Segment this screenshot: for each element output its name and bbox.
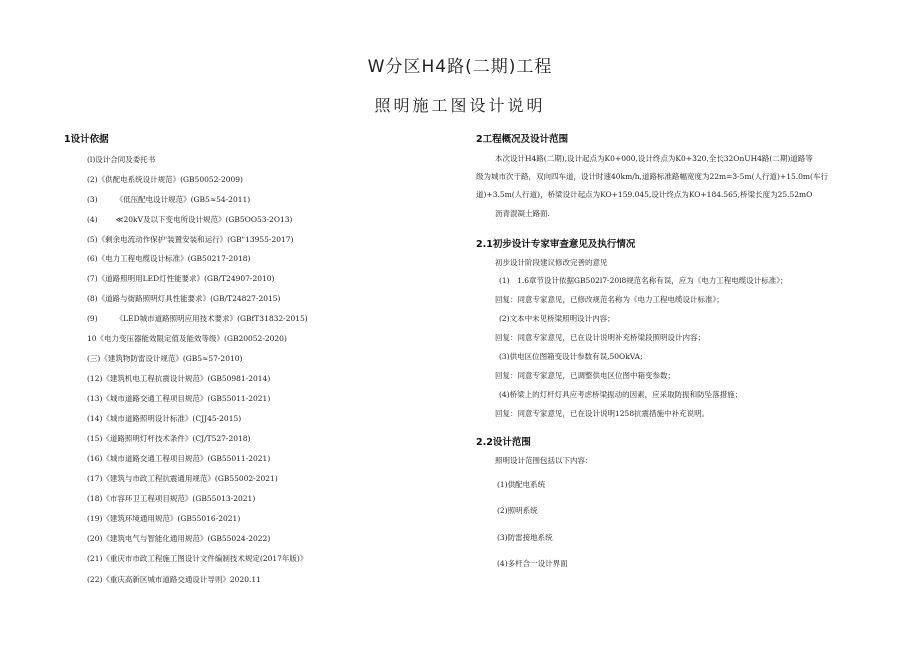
scope-item: (2)照明系统 <box>497 506 538 515</box>
reference-item: (22)《重庆高新区城市道路交通设计导则》2020.11 <box>87 575 261 583</box>
section-2-1-heading: 2.1初步设计专家审查意见及执行情况 <box>476 239 636 250</box>
section-2-2-heading: 2.2设计范围 <box>476 437 531 448</box>
overview-line: 级为城市次干路，双向四车道，设计时速40km/h,道路标准路幅宽度为22m=3-5m(人行道)+15.0m(车行 <box>476 172 828 181</box>
review-line: (3)供电区位图箱变设计参数有误,50OkVA; <box>499 352 643 361</box>
reference-item: (l)设计合同及委托书 <box>87 155 156 164</box>
reference-item: (7)《道路照明用LED灯性能要求》(GB/T24907-2010) <box>87 274 275 283</box>
review-line: (4)桥梁上的灯杆灯具应考虑桥梁振动的因素，应采取防振和防坠落措施； <box>499 390 743 399</box>
review-line: 初步设计阶段建议修改完善的意见 <box>495 258 608 267</box>
section-1-heading: 1设计依据 <box>64 134 109 145</box>
reference-item: (18)《市容环卫工程项目规范》(GB55013-2021) <box>87 494 256 503</box>
reference-item: (15)《道路照明灯杆技术条件》(CJ/T527-2018) <box>87 434 251 443</box>
scope-item: (3)防雷接地系统 <box>497 533 553 542</box>
review-line: 回复：同意专家意见，已在设计说明1258抗震措施中补充说明。 <box>495 409 710 418</box>
reference-item: (14)《城市道路照明设计标准》(CJJ45-2015) <box>87 414 242 423</box>
reference-item: (8)《道路与街路照明灯具性能要求》(GB/T24827-2015) <box>87 294 281 303</box>
review-line: (2)文本中未见桥梁照明设计内容； <box>499 314 615 323</box>
overview-line: 沥青混凝土路面. <box>495 209 550 218</box>
scope-item: (4)多杆合一设计界面 <box>497 559 568 568</box>
reference-item: (6)《电力工程电缆设计标准》(GB50217-2018) <box>87 254 251 263</box>
page-title: W分区H4路(二期)工程 <box>367 57 553 77</box>
review-line: (1) 1.6章节设计依据GB502l7-20l8规范名称有误，应为《电力工程电缆设计标准》； <box>499 276 788 285</box>
reference-item: (5)《剩余电流动作保护'装置安装和运行》(GB"13955-2017) <box>87 235 294 244</box>
reference-item: (17)《建筑与市政工程抗震通用规范》(GB55002-2021) <box>87 474 278 483</box>
scope-item: (1)供配电系统 <box>497 480 546 489</box>
scope-intro: 照明设计范围包括以下内容： <box>495 456 593 465</box>
reference-item: (12)《建筑机电工程抗震设计规范》(GB50981-2014) <box>87 374 271 383</box>
reference-item: (16)《城市道路交通工程项目规范》(GB55011-2021) <box>87 454 271 463</box>
review-line: 回复：同意专家意见，已修改规范名称为《电力工程电缆设计标准》； <box>495 295 724 304</box>
reference-item: (4) ≪20kV及以下变电所设计规范》(GB5OO53-2O13) <box>87 215 293 224</box>
review-line: 回复：同意专家意见，已在设计说明补充桥梁段照明设计内容； <box>495 333 705 342</box>
reference-item: (19)《建筑环境通用规范》(GB55016-2021) <box>87 514 241 523</box>
reference-item: (2)《供配电系统设计规范》(GB50052-2009) <box>87 175 243 184</box>
reference-item: 10《电力变压器能效限定值及能效等级》(GB20052-2020) <box>87 334 287 343</box>
reference-item: (20)《建筑电气与智能化通用规范》(GB55024-2022) <box>87 534 271 543</box>
reference-item: (21)《重庆市市政工程施工图设计文件编制技术规定(2017年版)》 <box>87 554 308 563</box>
page-subtitle: 照明施工图设计说明 <box>374 96 546 115</box>
section-2-heading: 2工程概况及设计范围 <box>476 134 569 145</box>
reference-item: (9) 《LED城市道路照明应用技术要求》(GBfT31832-2015) <box>87 314 308 323</box>
reference-item: (13)《城市道路交通工程项目规范》(GB55011-2021) <box>87 394 271 403</box>
design-basis-column <box>64 128 424 583</box>
reference-item: (三)《建筑物防雷设计规范》(GB5≈57-2010) <box>87 354 243 363</box>
overview-line: 道)+3.5m(人行道)，桥梁设计起点为KO+159.045,设计终点为KO+184.565,桥梁长度为25.52mO <box>476 190 813 199</box>
review-line: 回复：同意专家意见，已调整供电区位图中箱变参数； <box>495 371 675 380</box>
overview-line: 本次设计H4路(二期),设计起点为K0+000,设计终点为K0+320,全长32OnUH4路(二期)道路等 <box>495 154 813 163</box>
reference-item: (3) 《低压配电设计规范》(GB5≈54-2011) <box>87 195 251 204</box>
